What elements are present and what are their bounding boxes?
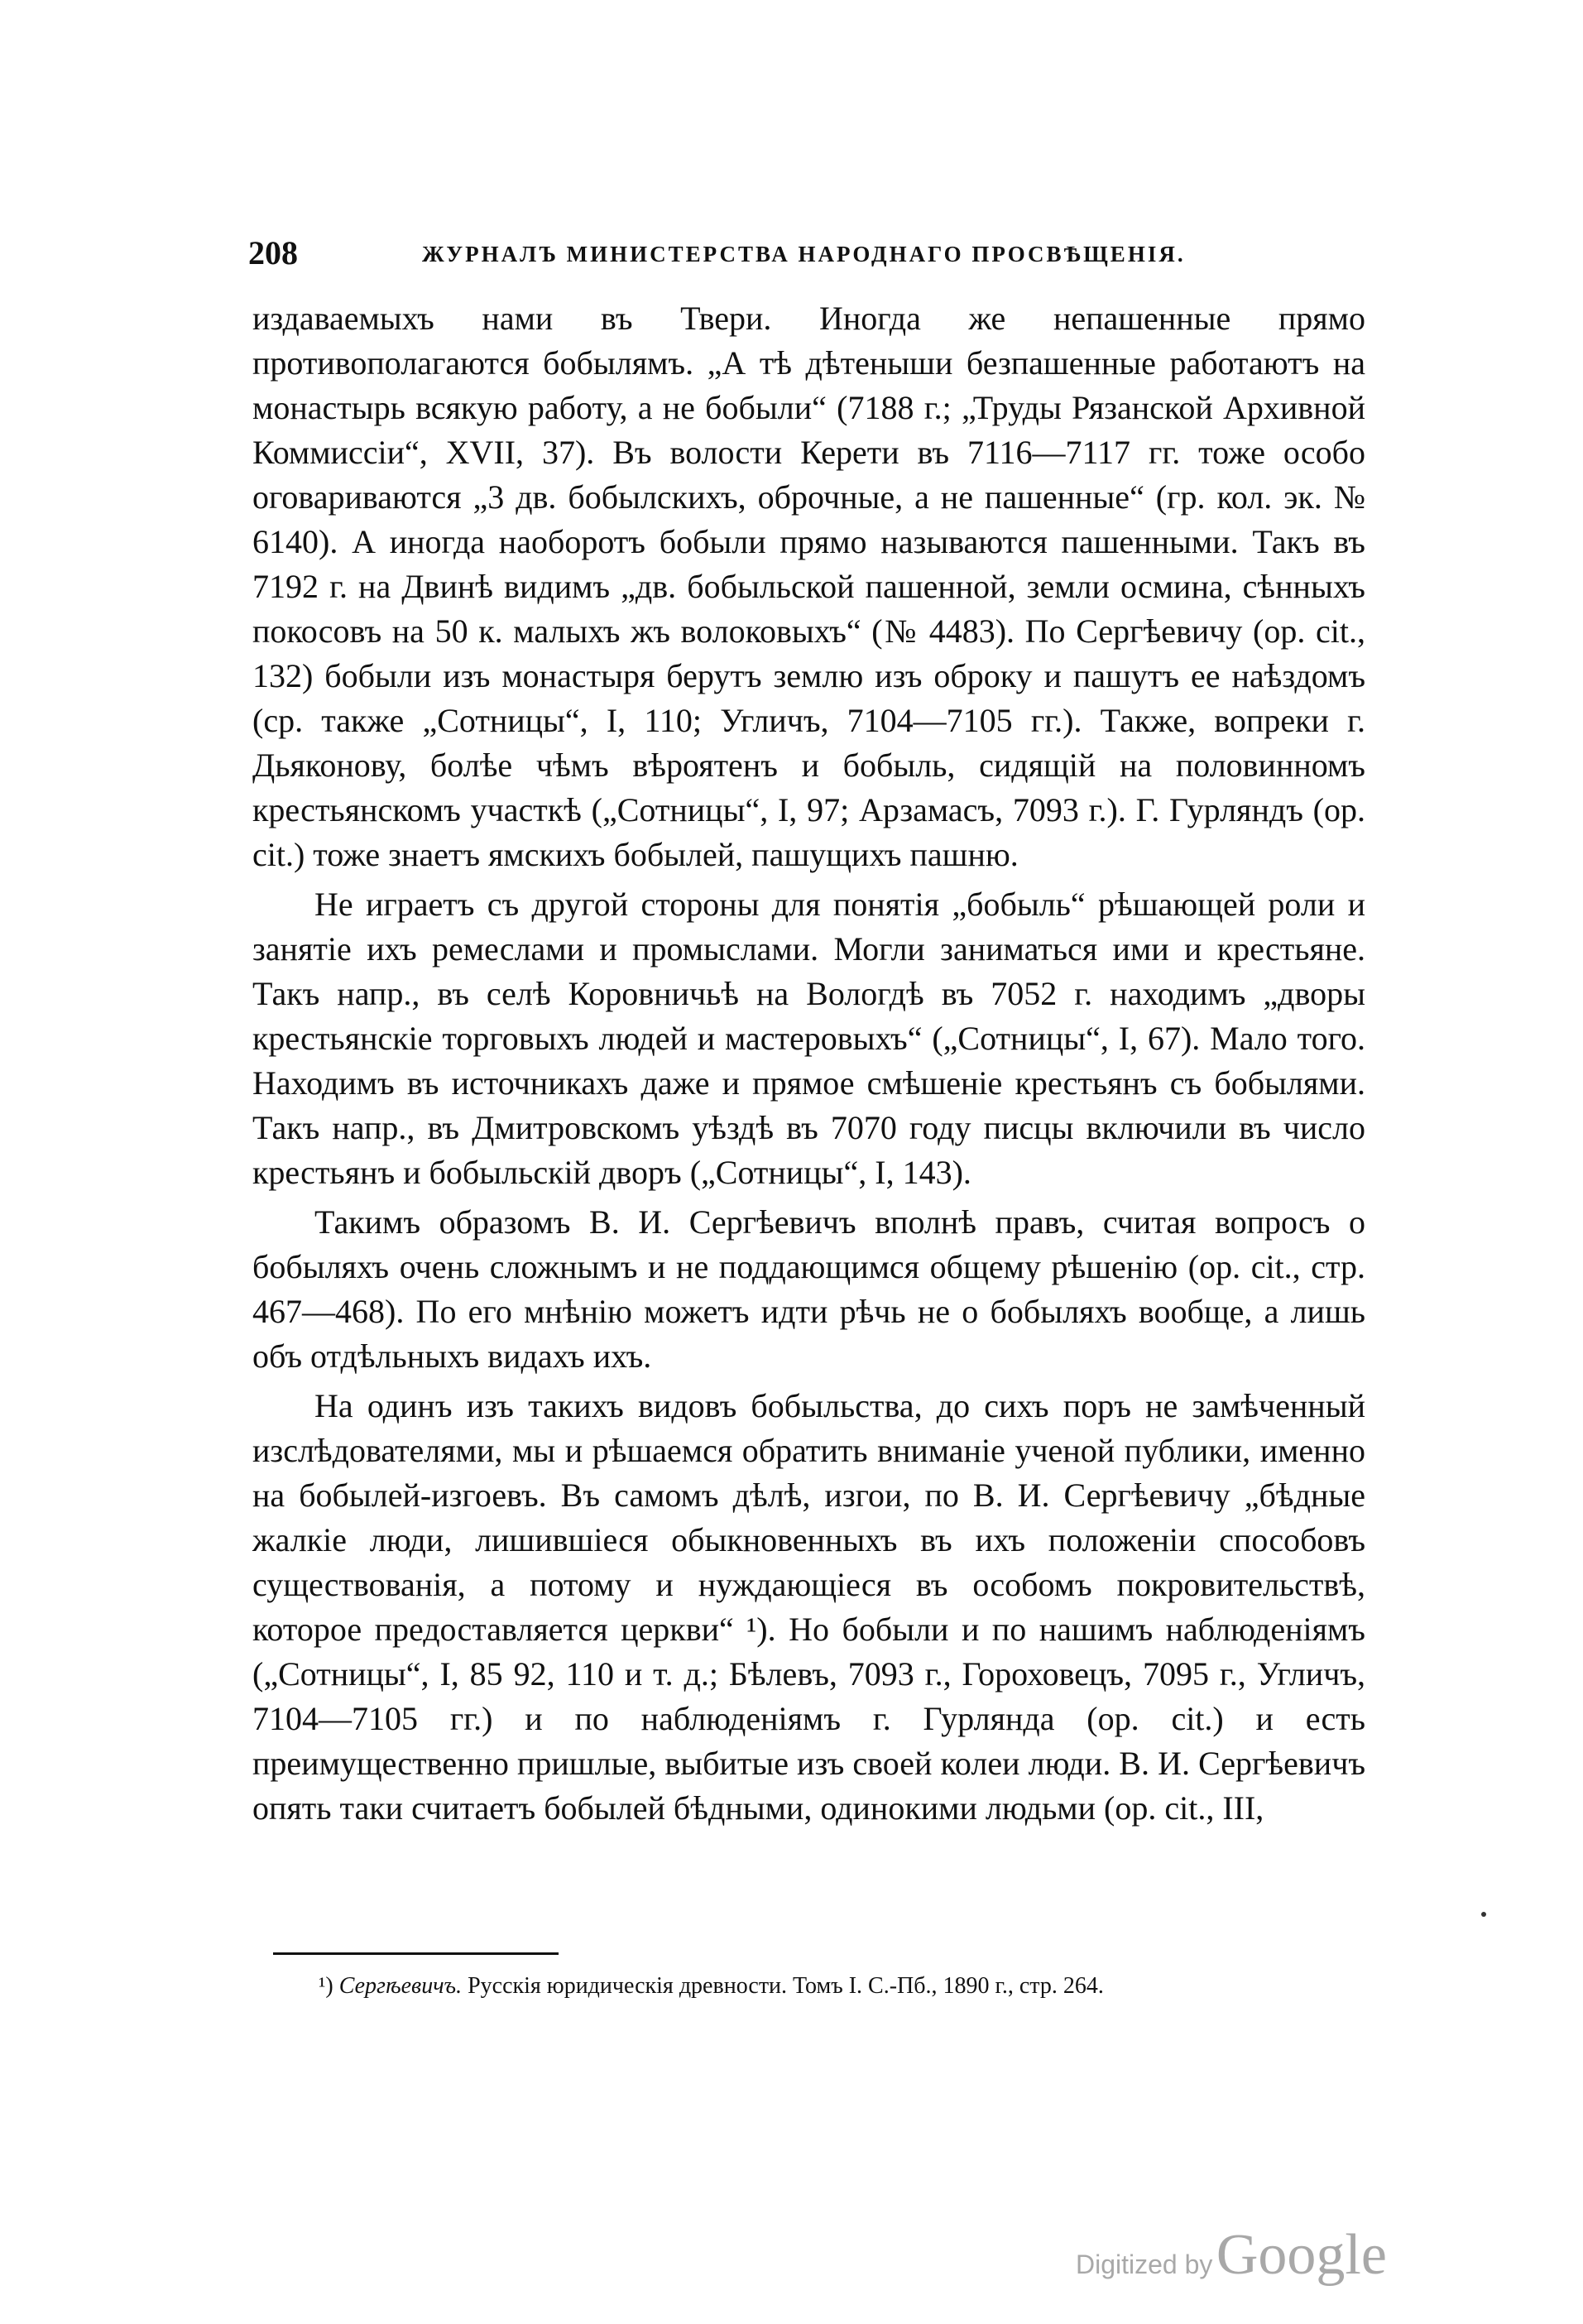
footnote xyxy=(319,1971,1365,2001)
scan-speck xyxy=(1481,1912,1486,1917)
google-logo: Google xyxy=(1216,2223,1387,2287)
footnote-divider xyxy=(273,1952,559,1955)
footnote-marker: ¹) xyxy=(319,1973,333,1999)
paragraph-1: издаваемыхъ нами въ Твери. Иногда же непашенные прямо противополагаются бобылямъ. „А тѣ дѣтеныши безпашенные работаютъ на монастырь всякую работу, а не бобыли“ (7188 г.; „Труды Рязанской Архивной Коммиссіи“, XVII, 37). Въ волости Керети въ 7116—7117 гг. тоже особо оговариваются „3 дв. бобылскихъ, оброчные, а не пашенные“ (гр. кол. эк. № 6140). А иногда наоборотъ бобыли прямо называются пашенными. Такъ въ 7192 г. на Двинѣ видимъ „дв. бобыльской пашенной, земли осмина, сѣнныхъ покосовъ на 50 к. малыхъ жъ волоковыхъ“ (№ 4483). По Сергѣевичу (op. cit., 132) бобыли изъ монастыря берутъ землю изъ оброку и пашутъ ее наѣздомъ (ср. также „Сотницы“, I, 110; Угличъ, 7104—7105 гг.). Также, вопреки г. Дьяконову, болѣе чѣмъ вѣроятенъ и бобыль, сидящій на половинномъ крестьянскомъ участкѣ („Сотницы“, I, 97; Арзамасъ, 7093 г.). Г. Гурляндъ (op. cit.) тоже знаетъ ямскихъ бобылей, пашущихъ пашню. xyxy=(252,300,1365,873)
paragraph-4: На одинъ изъ такихъ видовъ бобыльства, до сихъ поръ не замѣченный изслѣдователями, мы и рѣшаемся обратить вниманіе ученой публики, именно на бобылей-изгоевъ. Въ самомъ дѣлѣ, изгои, по В. И. Сергѣевичу „бѣдные жалкіе люди, лишившіеся обыкновенныхъ въ ихъ положеніи способовъ существованія, а потому и нуждающіеся въ особомъ покровительствѣ, которое предоставляется церкви“ ¹). Но бобыли и по нашимъ наблюденіямъ („Сотницы“, I, 85 92, 110 и т. д.; Бѣлевъ, 7093 г., Гороховецъ, 7095 г., Угличъ, 7104—7105 гг.) и по наблюденіямъ г. Гурлянда (op. cit.) и есть преимущественно пришлые, выбитые изъ своей колеи люди. В. И. Сергѣевичъ опять таки считаетъ бобылей бѣдными, одинокими людьми (op. cit., III, xyxy=(252,1387,1365,1827)
paragraph-2: Не играетъ съ другой стороны для понятія „бобыль“ рѣшающей роли и занятіе ихъ ремеслами и промыслами. Могли заниматься ими и крестьяне. Такъ напр., въ селѣ Коровничьѣ на Вологдѣ въ 7052 г. находимъ „дворы крестьянскіе торговыхъ людей и мастеровыхъ“ („Сотницы“, I, 67). Мало того. Находимъ въ источникахъ даже и прямое смѣшеніе крестьянъ съ бобылями. Такъ напр., въ Дмитровскомъ уѣздѣ въ 7070 году писцы включили въ число крестьянъ и бобыльскій дворъ („Сотницы“, I, 143). xyxy=(252,886,1365,1191)
running-title: ЖУРНАЛЪ МИНИСТЕРСТВА НАРОДНАГО ПРОСВѢЩЕНІЯ. xyxy=(422,242,1186,266)
paragraph-3: Такимъ образомъ В. И. Сергѣевичъ вполнѣ правъ, считая вопросъ о бобыляхъ очень сложнымъ и не поддающимся общему рѣшенію (op. cit., стр. 467—468). По его мнѣнію можетъ идти рѣчь не о бобыляхъ вообще, а лишь объ отдѣльныхъ видахъ ихъ. xyxy=(252,1203,1365,1375)
footnote-text: Русскія юридическія древности. Томъ I. С.-Пб., 1890 г., стр. 264. xyxy=(468,1973,1104,1999)
footnote-author: Сергѣевичъ. xyxy=(338,1973,463,1999)
page-header xyxy=(248,233,1374,275)
watermark-prefix: Digitized by xyxy=(1076,2250,1213,2279)
page-number: 208 xyxy=(248,234,298,271)
body-text xyxy=(252,296,1365,1831)
digitized-watermark xyxy=(1076,2222,1387,2288)
